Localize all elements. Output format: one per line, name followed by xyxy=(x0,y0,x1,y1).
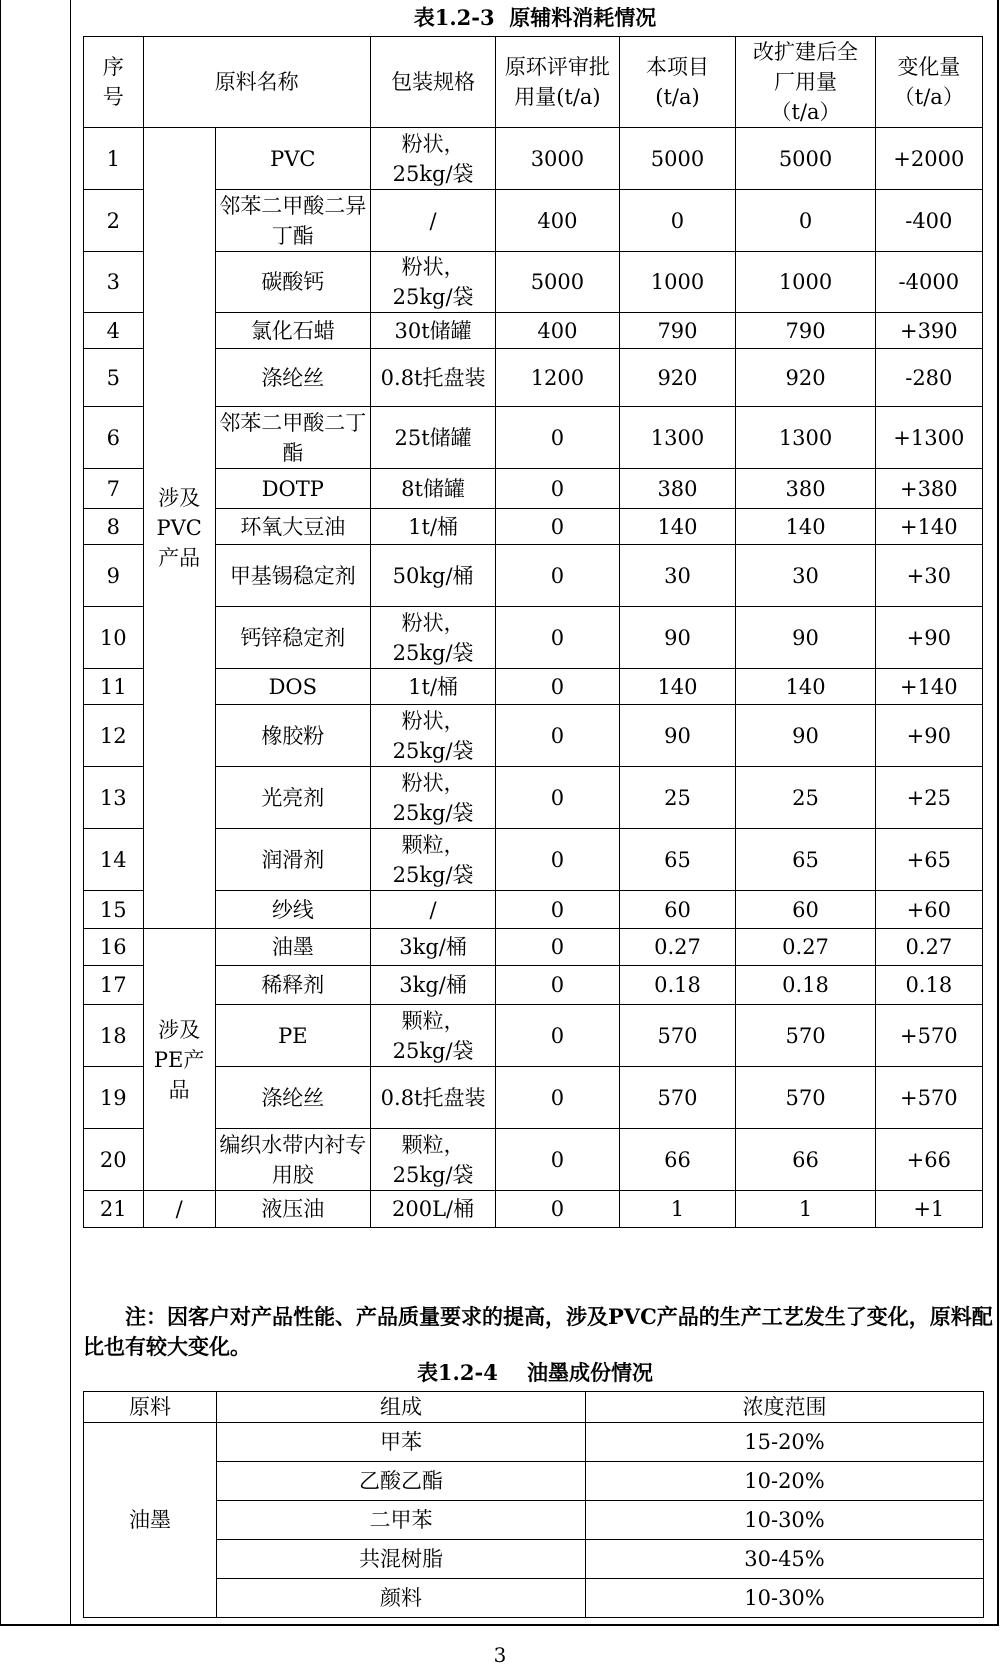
page-frame-left-inner xyxy=(70,0,71,1625)
cell-range: 30-45% xyxy=(586,1540,984,1579)
cell-after-expansion-amount: 0.27 xyxy=(736,929,875,966)
cell-change: +2000 xyxy=(875,128,982,190)
ink-composition-table xyxy=(83,1391,984,1618)
cell-change: -400 xyxy=(875,190,982,252)
header-range: 浓度范围 xyxy=(586,1392,984,1423)
cell-original-amount: 0 xyxy=(496,509,619,545)
cell-after-expansion-amount: 140 xyxy=(736,509,875,545)
cell-after-expansion-amount: 1 xyxy=(736,1191,875,1228)
cell-after-expansion-amount: 0 xyxy=(736,190,875,252)
cell-after-expansion-amount: 90 xyxy=(736,607,875,669)
cell-no: 18 xyxy=(84,1005,144,1067)
table-row xyxy=(84,891,983,929)
cell-change: +66 xyxy=(875,1129,982,1191)
cell-original-amount: 0 xyxy=(496,705,619,767)
cell-material-name: 甲基锡稳定剂 xyxy=(215,545,370,607)
page-frame-left-outer xyxy=(0,0,1,1625)
cell-project-amount: 65 xyxy=(619,829,736,891)
cell-original-amount: 0 xyxy=(496,966,619,1005)
cell-material-name: 稀释剂 xyxy=(215,966,370,1005)
table-note: 注：因客户对产品性能、产品质量要求的提高，涉及PVC产品的生产工艺发生了变化，原料配比也有较大变化。 xyxy=(83,1304,993,1359)
cell-original-amount: 0 xyxy=(496,669,619,705)
page-frame-right xyxy=(997,0,999,1625)
cell-composition: 共混树脂 xyxy=(217,1540,586,1579)
cell-project-amount: 30 xyxy=(619,545,736,607)
cell-no: 11 xyxy=(84,669,144,705)
cell-project-amount: 380 xyxy=(619,469,736,509)
page-frame-bottom xyxy=(0,1624,999,1626)
cell-no: 14 xyxy=(84,829,144,891)
group-other-label: / xyxy=(143,1191,215,1228)
cell-original-amount: 5000 xyxy=(496,252,619,313)
cell-no: 21 xyxy=(84,1191,144,1228)
cell-original-amount: 3000 xyxy=(496,128,619,190)
cell-change: +1300 xyxy=(875,407,982,469)
cell-material-name: DOTP xyxy=(215,469,370,509)
cell-packaging: 1t/桶 xyxy=(370,509,495,545)
table-row xyxy=(84,469,983,509)
cell-no: 15 xyxy=(84,891,144,929)
cell-packaging: 200L/桶 xyxy=(370,1191,495,1228)
table-row xyxy=(84,128,983,190)
cell-change: +380 xyxy=(875,469,982,509)
cell-material-name: 碳酸钙 xyxy=(215,252,370,313)
cell-packaging: 颗粒，25kg/袋 xyxy=(370,1129,495,1191)
header-material: 原料 xyxy=(84,1392,217,1423)
cell-material-name: DOS xyxy=(215,669,370,705)
page-number: 3 xyxy=(493,1643,507,1667)
cell-material-name: PE xyxy=(215,1005,370,1067)
cell-no: 3 xyxy=(84,252,144,313)
cell-project-amount: 5000 xyxy=(619,128,736,190)
cell-material-name: 涤纶丝 xyxy=(215,349,370,407)
cell-original-amount: 0 xyxy=(496,767,619,829)
table-row xyxy=(84,929,983,966)
table-row xyxy=(84,829,983,891)
table2-caption: 表1.2-4 油墨成份情况 xyxy=(416,1360,654,1385)
cell-after-expansion-amount: 90 xyxy=(736,705,875,767)
cell-change: +570 xyxy=(875,1067,982,1129)
cell-after-expansion-amount: 790 xyxy=(736,313,875,349)
table2-header-row xyxy=(84,1392,984,1423)
cell-composition: 二甲苯 xyxy=(217,1501,586,1540)
cell-material-name: 纱线 xyxy=(215,891,370,929)
cell-change: +390 xyxy=(875,313,982,349)
cell-material: 油墨 xyxy=(84,1423,217,1618)
table-row xyxy=(84,190,983,252)
cell-after-expansion-amount: 570 xyxy=(736,1067,875,1129)
cell-no: 16 xyxy=(84,929,144,966)
table-row xyxy=(84,669,983,705)
cell-original-amount: 400 xyxy=(496,313,619,349)
cell-change: +140 xyxy=(875,509,982,545)
cell-material-name: 邻苯二甲酸二丁酯 xyxy=(215,407,370,469)
cell-original-amount: 0 xyxy=(496,1067,619,1129)
cell-no: 12 xyxy=(84,705,144,767)
cell-material-name: 邻苯二甲酸二异丁酯 xyxy=(215,190,370,252)
cell-project-amount: 140 xyxy=(619,509,736,545)
header-pack: 包装规格 xyxy=(370,37,495,128)
cell-material-name: 光亮剂 xyxy=(215,767,370,829)
cell-packaging: 25t储罐 xyxy=(370,407,495,469)
cell-change: +60 xyxy=(875,891,982,929)
cell-packaging: 粉状，25kg/袋 xyxy=(370,767,495,829)
cell-change: +30 xyxy=(875,545,982,607)
cell-original-amount: 0 xyxy=(496,1129,619,1191)
table-row xyxy=(84,607,983,669)
cell-material-name: 编织水带内衬专用胶 xyxy=(215,1129,370,1191)
table-row xyxy=(84,1129,983,1191)
header-composition: 组成 xyxy=(217,1392,586,1423)
cell-no: 4 xyxy=(84,313,144,349)
cell-packaging: 0.8t托盘装 xyxy=(370,1067,495,1129)
cell-project-amount: 1000 xyxy=(619,252,736,313)
cell-change: 0.18 xyxy=(875,966,982,1005)
cell-after-expansion-amount: 1300 xyxy=(736,407,875,469)
table1-caption: 表1.2-3 原辅料消耗情况 xyxy=(413,5,657,30)
cell-original-amount: 1200 xyxy=(496,349,619,407)
cell-change: -280 xyxy=(875,349,982,407)
cell-after-expansion-amount: 25 xyxy=(736,767,875,829)
cell-project-amount: 1300 xyxy=(619,407,736,469)
cell-packaging: 8t储罐 xyxy=(370,469,495,509)
cell-project-amount: 1 xyxy=(619,1191,736,1228)
header-delta: 变化量（t/a） xyxy=(875,37,982,128)
table-row xyxy=(84,1005,983,1067)
cell-packaging: 50kg/桶 xyxy=(370,545,495,607)
cell-packaging: 0.8t托盘装 xyxy=(370,349,495,407)
cell-material-name: 氯化石蜡 xyxy=(215,313,370,349)
cell-no: 5 xyxy=(84,349,144,407)
cell-after-expansion-amount: 65 xyxy=(736,829,875,891)
table-row xyxy=(84,705,983,767)
table-row xyxy=(84,1423,984,1462)
table-row xyxy=(84,1501,984,1540)
cell-after-expansion-amount: 140 xyxy=(736,669,875,705)
cell-no: 17 xyxy=(84,966,144,1005)
cell-after-expansion-amount: 380 xyxy=(736,469,875,509)
cell-no: 9 xyxy=(84,545,144,607)
cell-after-expansion-amount: 5000 xyxy=(736,128,875,190)
group-pvc-label: 涉及PVC产品 xyxy=(143,128,215,929)
cell-project-amount: 0 xyxy=(619,190,736,252)
table1-header-row xyxy=(84,37,983,128)
cell-no: 20 xyxy=(84,1129,144,1191)
cell-after-expansion-amount: 60 xyxy=(736,891,875,929)
cell-no: 1 xyxy=(84,128,144,190)
cell-original-amount: 0 xyxy=(496,407,619,469)
header-orig: 原环评审批用量(t/a) xyxy=(496,37,619,128)
cell-after-expansion-amount: 920 xyxy=(736,349,875,407)
cell-packaging: 30t储罐 xyxy=(370,313,495,349)
cell-project-amount: 90 xyxy=(619,607,736,669)
cell-material-name: 钙锌稳定剂 xyxy=(215,607,370,669)
table-row xyxy=(84,545,983,607)
cell-project-amount: 140 xyxy=(619,669,736,705)
cell-packaging: 粉状，25kg/袋 xyxy=(370,128,495,190)
cell-original-amount: 0 xyxy=(496,929,619,966)
cell-after-expansion-amount: 570 xyxy=(736,1005,875,1067)
cell-project-amount: 570 xyxy=(619,1005,736,1067)
group-pe-label: 涉及PE产品 xyxy=(143,929,215,1191)
cell-project-amount: 66 xyxy=(619,1129,736,1191)
cell-project-amount: 0.27 xyxy=(619,929,736,966)
cell-material-name: 液压油 xyxy=(215,1191,370,1228)
cell-original-amount: 0 xyxy=(496,607,619,669)
cell-change: +570 xyxy=(875,1005,982,1067)
cell-packaging: 颗粒，25kg/袋 xyxy=(370,1005,495,1067)
cell-packaging: 粉状，25kg/袋 xyxy=(370,705,495,767)
cell-no: 19 xyxy=(84,1067,144,1129)
cell-original-amount: 0 xyxy=(496,469,619,509)
cell-packaging: 1t/桶 xyxy=(370,669,495,705)
cell-no: 7 xyxy=(84,469,144,509)
cell-range: 10-20% xyxy=(586,1462,984,1501)
cell-material-name: 橡胶粉 xyxy=(215,705,370,767)
table-row xyxy=(84,407,983,469)
cell-packaging: 颗粒，25kg/袋 xyxy=(370,829,495,891)
header-proj: 本项目(t/a) xyxy=(619,37,736,128)
cell-packaging: 粉状，25kg/袋 xyxy=(370,252,495,313)
table-row xyxy=(84,349,983,407)
cell-after-expansion-amount: 1000 xyxy=(736,252,875,313)
cell-material-name: 涤纶丝 xyxy=(215,1067,370,1129)
cell-original-amount: 400 xyxy=(496,190,619,252)
cell-original-amount: 0 xyxy=(496,1191,619,1228)
cell-original-amount: 0 xyxy=(496,829,619,891)
cell-packaging: 3kg/桶 xyxy=(370,929,495,966)
table-row xyxy=(84,1540,984,1579)
header-after: 改扩建后全厂用量（t/a） xyxy=(736,37,875,128)
cell-composition: 甲苯 xyxy=(217,1423,586,1462)
cell-packaging: 粉状，25kg/袋 xyxy=(370,607,495,669)
header-no: 序号 xyxy=(84,37,144,128)
cell-change: +25 xyxy=(875,767,982,829)
cell-packaging: / xyxy=(370,190,495,252)
cell-project-amount: 570 xyxy=(619,1067,736,1129)
cell-after-expansion-amount: 0.18 xyxy=(736,966,875,1005)
cell-project-amount: 90 xyxy=(619,705,736,767)
cell-original-amount: 0 xyxy=(496,1005,619,1067)
cell-no: 2 xyxy=(84,190,144,252)
cell-composition: 乙酸乙酯 xyxy=(217,1462,586,1501)
cell-change: +90 xyxy=(875,705,982,767)
cell-material-name: PVC xyxy=(215,128,370,190)
cell-change: 0.27 xyxy=(875,929,982,966)
cell-after-expansion-amount: 30 xyxy=(736,545,875,607)
table-row xyxy=(84,1579,984,1618)
cell-project-amount: 25 xyxy=(619,767,736,829)
cell-no: 6 xyxy=(84,407,144,469)
cell-composition: 颜料 xyxy=(217,1579,586,1618)
cell-material-name: 油墨 xyxy=(215,929,370,966)
cell-project-amount: 790 xyxy=(619,313,736,349)
cell-range: 15-20% xyxy=(586,1423,984,1462)
cell-range: 10-30% xyxy=(586,1501,984,1540)
table-row xyxy=(84,1462,984,1501)
cell-project-amount: 920 xyxy=(619,349,736,407)
cell-packaging: / xyxy=(370,891,495,929)
cell-change: -4000 xyxy=(875,252,982,313)
table-row xyxy=(84,966,983,1005)
cell-range: 10-30% xyxy=(586,1579,984,1618)
cell-project-amount: 0.18 xyxy=(619,966,736,1005)
cell-material-name: 润滑剂 xyxy=(215,829,370,891)
cell-change: +65 xyxy=(875,829,982,891)
cell-no: 13 xyxy=(84,767,144,829)
cell-project-amount: 60 xyxy=(619,891,736,929)
cell-original-amount: 0 xyxy=(496,545,619,607)
raw-material-table xyxy=(83,36,983,1228)
table-row xyxy=(84,1067,983,1129)
table-row xyxy=(84,509,983,545)
cell-no: 8 xyxy=(84,509,144,545)
table-row xyxy=(84,313,983,349)
cell-original-amount: 0 xyxy=(496,891,619,929)
cell-change: +1 xyxy=(875,1191,982,1228)
header-name: 原料名称 xyxy=(143,37,370,128)
cell-after-expansion-amount: 66 xyxy=(736,1129,875,1191)
cell-change: +90 xyxy=(875,607,982,669)
cell-material-name: 环氧大豆油 xyxy=(215,509,370,545)
table-row xyxy=(84,767,983,829)
cell-change: +140 xyxy=(875,669,982,705)
table-row xyxy=(84,1191,983,1228)
table-row xyxy=(84,252,983,313)
cell-packaging: 3kg/桶 xyxy=(370,966,495,1005)
cell-no: 10 xyxy=(84,607,144,669)
